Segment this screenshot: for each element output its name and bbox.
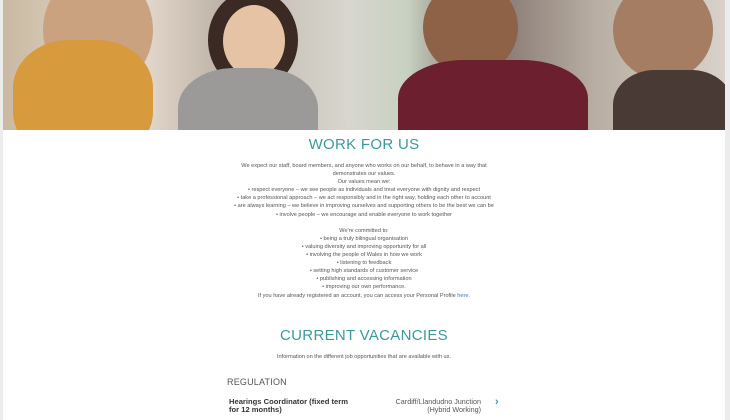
body-line: • respect everyone – we see people as individuals and treat everyone with dignity and respect [247,187,481,194]
hero-person-2-clothing [178,68,318,130]
body-line: • listening to feedback [336,260,392,267]
profile-line [3,292,725,300]
body-line: • take a professional approach – we act responsibly and in the right way, holding each other to account [237,195,491,202]
page-content [3,0,725,420]
body-line: • valuing diversity and improving opportunity for all [301,243,427,250]
body-line: We expect our staff, board members, and anyone who works on our behalf, to behave in a way that [241,163,487,169]
body-line: • setting high standards of customer service [309,268,419,275]
body-line: • being a truly bilingual organisation [319,235,409,242]
hero-person-1-clothing [13,40,153,130]
work-for-us-body [3,162,725,300]
vacancy-title[interactable]: Hearings Coordinator (fixed term for 12 months) [229,397,348,415]
body-line: • publishing and accessing information [316,276,412,283]
hero-person-3-clothing [398,60,588,130]
hero-image [3,0,725,130]
hero-person-2 [223,5,285,77]
body-line [3,219,725,227]
work-for-us-heading: WORK FOR US [308,136,420,153]
hero-person-4 [613,0,713,80]
personal-profile-link[interactable]: here. [457,292,471,299]
chevron-right-icon[interactable]: › [495,396,499,408]
vacancy-category-heading: REGULATION [227,377,287,387]
current-vacancies-heading: CURRENT VACANCIES [280,327,448,344]
body-line: • involving the people of Wales in how we work [306,252,422,259]
body-line: demonstrates our values. [332,171,396,178]
body-line: We're committed to: [339,227,389,234]
body-line: Our values mean we: [337,179,391,186]
body-line: • improving our own performance. [322,284,406,291]
body-line: • are always learning – we believe in improving ourselves and supporting others to be the best we can be [234,203,494,210]
vacancies-intro: Information on the different job opportunities that are available with us. [276,354,452,360]
body-line: • involve people – we encourage and enable everyone to work together [275,211,453,218]
vacancy-row[interactable] [225,395,507,420]
vacancy-location: Cardiff/Llandudno Junction (Hybrid Working) [395,397,481,415]
profile-text: If you have already registered an account, you can access your Personal Profile [257,292,456,299]
hero-person-4-clothing [613,70,725,130]
